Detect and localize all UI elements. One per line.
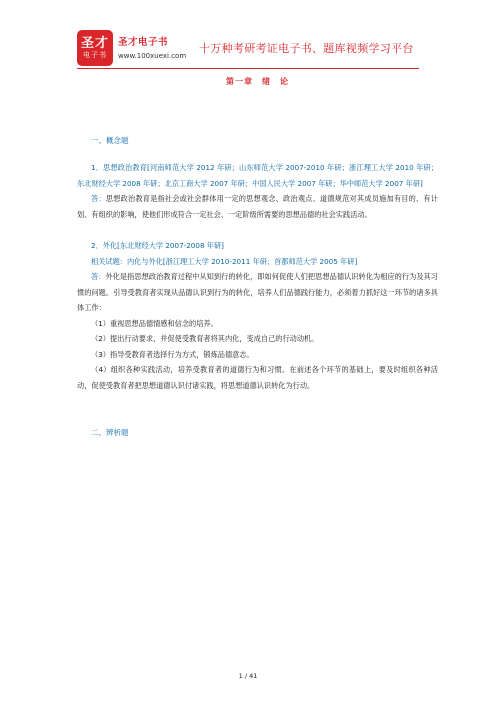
document-body bbox=[77, 70, 438, 438]
question-2-related: 相关试题：内化与外化[浙江理工大学 2010-2011 年研；首都师范大学 2005 年研] bbox=[91, 256, 358, 266]
answer-text: 思想政治教育是指社会或社会群体用一定的思想观念、政治观点、道德规范对其成员施加有目的、有计划、有组织的影响，使他们形成符合一定社会、一定阶级所需要的思想品德的社会实践活动。 bbox=[77, 194, 438, 219]
answer-label: 答： bbox=[91, 194, 106, 203]
header-slogan: 十万种考研考证电子书、题库视频学习平台 bbox=[199, 42, 414, 55]
list-item: （2）提出行动要求，并促使受教育者将其内化，变成自己的行动动机。 bbox=[91, 334, 319, 343]
chapter-title: 第一章 绪 论 bbox=[226, 77, 289, 86]
question-1-title: 1．思想政治教育[河南师范大学 2012 年研；山东师范大学 2007-2010 年研；浙江理工大学 2010 年研；东北财经大学 2008 年研；北京工商大学 2007 年研；中国人民大学 2007 年研；华中师范大学 2007 年研] bbox=[77, 163, 438, 188]
answer-text: 外化是指思想政治教育过程中从知到行的转化，即如何促使人们把思想品德认识转化为相应的行为及其习惯的问题。引导受教育者实现从品德认识到行为的转化，培养人们品德践行能力，必须着力抓好这一环节的诸多具体工作： bbox=[77, 272, 438, 312]
brand-block bbox=[118, 34, 186, 60]
list-item: （3）指导受教育者选择行为方式，锻炼品德意志。 bbox=[91, 349, 254, 359]
section-heading-analysis: 二、辨析题 bbox=[91, 428, 129, 437]
logo-line2: 电子书 bbox=[83, 51, 107, 59]
list-item: （4）组织各种实践活动，培养受教育者的道德行为和习惯。在前述各个环节的基础上，要及时组织各种活动，促使受教育者把思想道德认识付诸实践，将思想道德认识转化为行动。 bbox=[77, 365, 438, 390]
page-number: 1 / 41 bbox=[238, 672, 258, 680]
brand-url[interactable]: www.100xuexi.com bbox=[118, 52, 187, 60]
logo-line1: 圣才 bbox=[80, 36, 109, 51]
question-2-answer bbox=[77, 269, 438, 316]
question-1-answer bbox=[77, 191, 438, 222]
brand-logo bbox=[77, 30, 113, 66]
answer-label: 答： bbox=[91, 272, 106, 281]
header-divider bbox=[77, 68, 419, 69]
section-heading-concepts: 一、概念题 bbox=[91, 136, 129, 145]
question-2-title: 2．外化[东北财经大学 2007-2008 年研] bbox=[91, 241, 224, 250]
list-item: （1）重视思想品德情感和信念的培养。 bbox=[91, 318, 218, 328]
brand-name: 圣才电子书 bbox=[118, 37, 169, 48]
page-header bbox=[0, 0, 496, 70]
